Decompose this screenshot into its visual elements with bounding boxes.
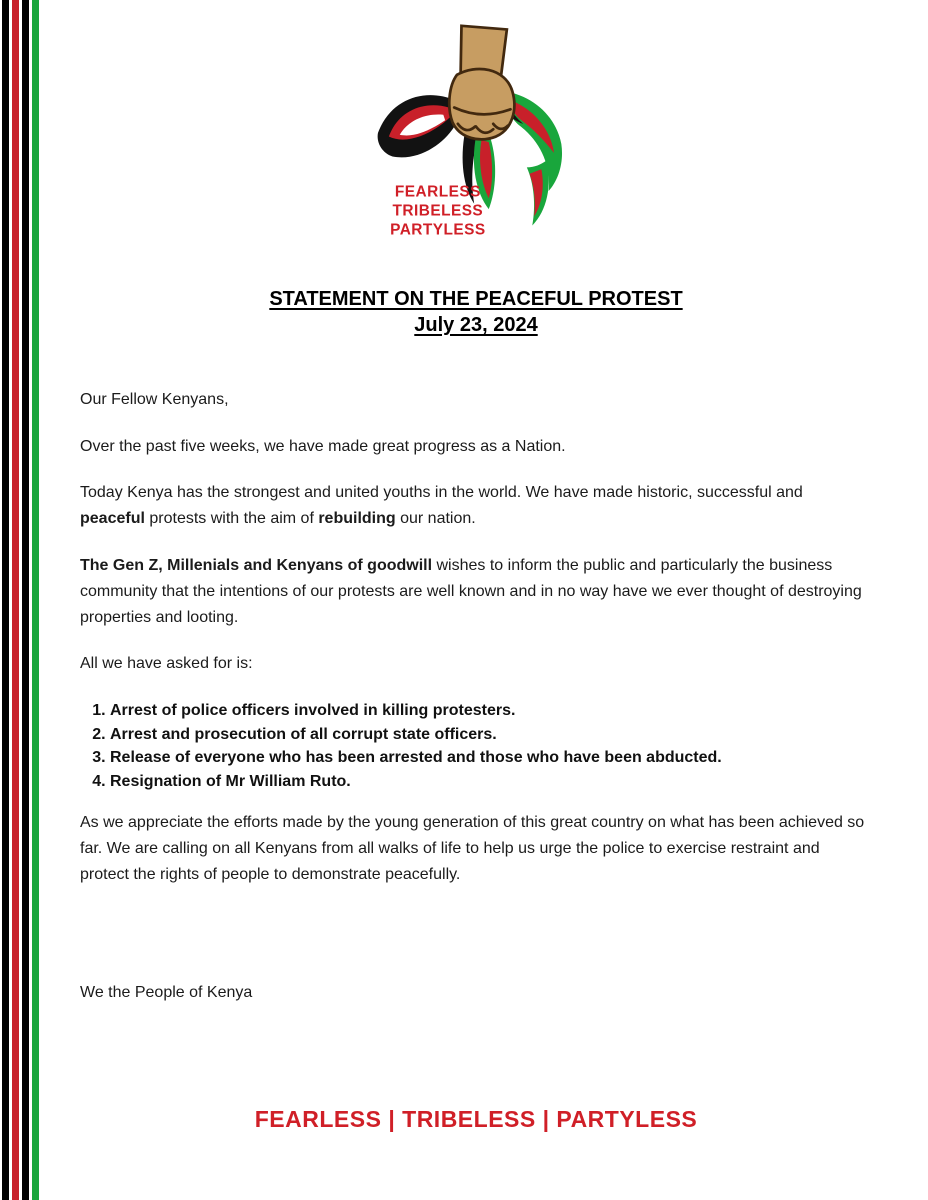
closing-signature: We the People of Kenya: [80, 984, 253, 1001]
paragraph-youths: [80, 480, 872, 532]
footer-slogan: FEARLESS | TRIBELESS | PARTYLESS: [254, 1106, 698, 1132]
demand-item: 4. Resignation of Mr William Ruto.: [110, 770, 872, 794]
flag-stripe: [22, 0, 29, 1200]
flag-stripe: [2, 0, 9, 1200]
statement-date-text: July 23, 2024: [414, 314, 538, 336]
logo-text-tribeless: TRIBELESS: [392, 202, 484, 220]
demand-item: 3. Release of everyone who has been arrested and those who have been abducted.: [110, 746, 872, 770]
paragraph-asks-intro: All we have asked for is:: [80, 655, 253, 672]
demand-item: 2. Arrest and prosecution of all corrupt state officers.: [110, 723, 872, 747]
emphasis-peaceful: peaceful: [80, 510, 145, 527]
statement-title: [80, 288, 872, 311]
statement-date: [80, 314, 872, 337]
demands-list: [80, 699, 872, 793]
demand-item: 1. Arrest of police officers involved in killing protesters.: [110, 699, 872, 723]
flag-stripe: [32, 0, 39, 1200]
statement-title-text: STATEMENT ON THE PEACEFUL PROTEST: [269, 288, 683, 310]
logo-text-partyless: PARTYLESS: [390, 221, 486, 239]
paragraph-genz-text: wishes to inform the public and particularly the business community that the intentions of our protests are well known and in no way have we ever thought of destroying properties and looting.: [80, 557, 862, 626]
paragraph-progress: Over the past five weeks, we have made great progress as a Nation.: [80, 438, 566, 455]
salutation: Our Fellow Kenyans,: [80, 391, 229, 408]
paragraph-genz: [80, 553, 872, 631]
emphasis-genz: The Gen Z, Millenials and Kenyans of goodwill: [80, 557, 433, 574]
paragraph-youths-text: protests with the aim of: [144, 510, 319, 527]
paragraph-appreciation: As we appreciate the efforts made by the young generation of this great country on what has been achieved so far. We are calling on all Kenyans from all walks of life to help us urge the police to exercise restraint and protect the rights of people to demonstrate peacefully.: [80, 814, 865, 883]
flag-stripe: [12, 0, 19, 1200]
paragraph-youths-text: Today Kenya has the strongest and united youths in the world. We have made historic, successful and: [80, 484, 803, 501]
logo-text-fearless: FEARLESS: [394, 183, 481, 201]
kenya-flag-side-bars: [0, 0, 42, 1200]
paragraph-youths-text: our nation.: [395, 510, 476, 527]
protest-fist-logo: [360, 24, 592, 260]
document-content: [42, 0, 928, 1200]
fist-flag-illustration: [360, 24, 592, 260]
emphasis-rebuilding: rebuilding: [318, 510, 396, 527]
